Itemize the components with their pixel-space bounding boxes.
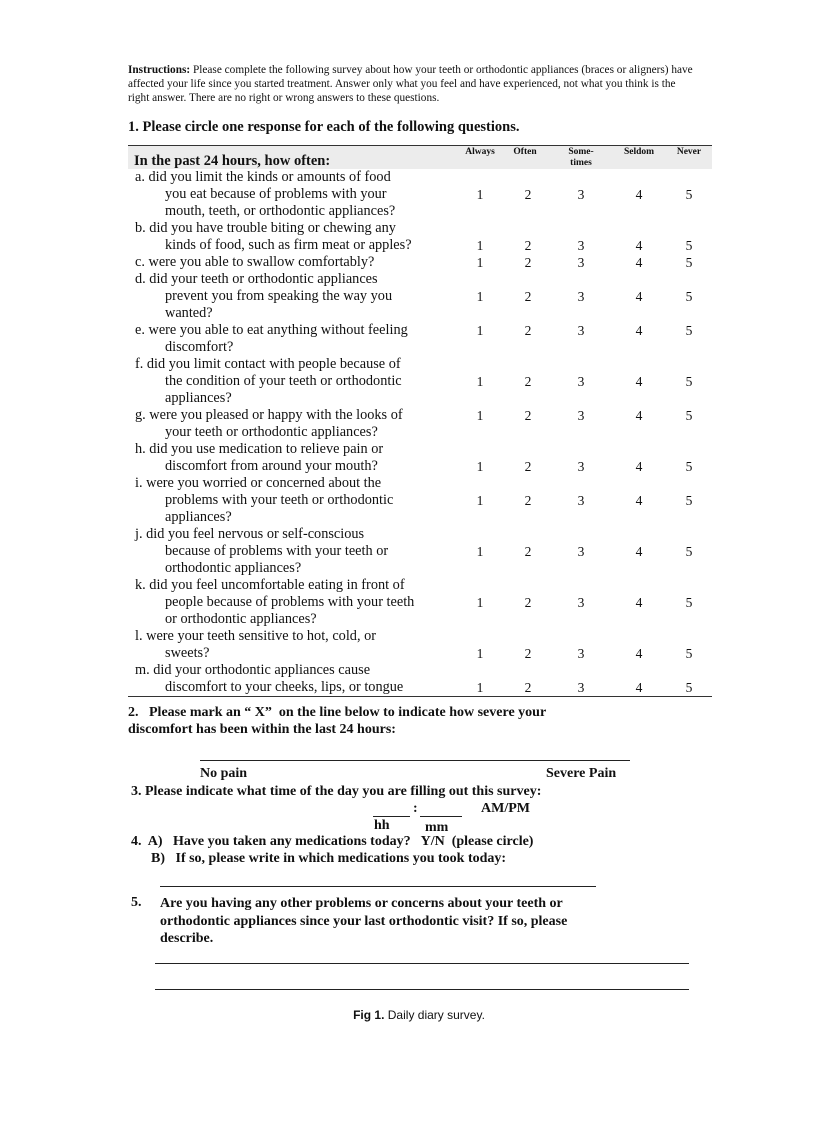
question-text: mouth, teeth, or orthodontic appliances?: [165, 203, 396, 219]
question-text: you eat because of problems with your: [165, 186, 387, 202]
time-colon: :: [413, 801, 418, 816]
response-option[interactable]: 5: [685, 323, 693, 338]
response-option[interactable]: 1: [476, 459, 484, 474]
response-option[interactable]: 5: [685, 238, 693, 253]
question-item: [128, 271, 712, 322]
instructions: [128, 63, 698, 105]
question-item: [128, 577, 712, 628]
question-line: [128, 186, 712, 203]
question-line: [128, 373, 712, 390]
question-item: [128, 526, 712, 577]
response-option[interactable]: 5: [685, 595, 693, 610]
concerns-field-1[interactable]: [155, 963, 689, 964]
response-option[interactable]: 4: [635, 408, 643, 423]
question-line: [128, 220, 712, 237]
question-text: m. did your orthodontic appliances cause: [135, 662, 371, 678]
response-option[interactable]: 4: [635, 187, 643, 202]
response-option[interactable]: 2: [524, 493, 532, 508]
question-line: [128, 441, 712, 458]
response-option[interactable]: 5: [685, 408, 693, 423]
question-text: problems with your teeth or orthodontic: [165, 492, 394, 508]
question-text: f. did you limit contact with people because of: [135, 356, 401, 372]
response-option[interactable]: 1: [476, 238, 484, 253]
question-text: orthodontic appliances?: [165, 560, 302, 576]
q5-number: 5.: [131, 895, 142, 910]
question-text: discomfort to your cheeks, lips, or tongue: [165, 679, 404, 695]
question-line: [128, 543, 712, 560]
response-option[interactable]: 4: [635, 544, 643, 559]
response-option[interactable]: 5: [685, 646, 693, 661]
table-header: [128, 145, 712, 169]
question-line: [128, 424, 712, 441]
question-text: e. were you able to eat anything without feeling: [135, 322, 408, 338]
response-option[interactable]: 1: [476, 289, 484, 304]
question-text: appliances?: [165, 509, 232, 525]
response-option[interactable]: 5: [685, 544, 693, 559]
question-rows: [128, 169, 712, 696]
question-line: [128, 322, 712, 339]
col-seldom: Seldom: [623, 147, 655, 157]
medications-field[interactable]: [160, 886, 596, 887]
response-option[interactable]: 5: [685, 680, 693, 695]
q2-line2: discomfort has been within the last 24 hours:: [128, 722, 396, 737]
question-line: [128, 169, 712, 186]
response-option[interactable]: 5: [685, 374, 693, 389]
question-line: [128, 288, 712, 305]
response-option[interactable]: 4: [635, 289, 643, 304]
minute-field[interactable]: [420, 816, 462, 817]
response-option[interactable]: 4: [635, 323, 643, 338]
question-text: b. did you have trouble biting or chewing any: [135, 220, 396, 236]
response-option[interactable]: 3: [577, 544, 585, 559]
question-item: [128, 475, 712, 526]
question-text: c. were you able to swallow comfortably?: [135, 254, 375, 270]
col-always: Always: [465, 147, 495, 157]
response-option[interactable]: 3: [577, 374, 585, 389]
q5-line: Are you having any other problems or concerns about your teeth or: [160, 896, 563, 911]
question-text: d. did your teeth or orthodontic appliances: [135, 271, 378, 287]
q4-a: 4. A) Have you taken any medications today? Y/N (please circle): [131, 834, 534, 849]
question-text: people because of problems with your teeth: [165, 594, 415, 610]
question-text: prevent you from speaking the way you: [165, 288, 393, 304]
response-option[interactable]: 2: [524, 289, 532, 304]
question-line: [128, 645, 712, 662]
question-text: k. did you feel uncomfortable eating in front of: [135, 577, 405, 593]
response-option[interactable]: 4: [635, 238, 643, 253]
response-option[interactable]: 2: [524, 459, 532, 474]
response-option[interactable]: 1: [476, 374, 484, 389]
response-option[interactable]: 5: [685, 255, 693, 270]
question-text: or orthodontic appliances?: [165, 611, 317, 627]
question-item: [128, 441, 712, 475]
question-text: g. were you pleased or happy with the looks of: [135, 407, 403, 423]
response-option[interactable]: 5: [685, 493, 693, 508]
question-line: [128, 339, 712, 356]
question-line: [128, 407, 712, 424]
question-text: h. did you use medication to relieve pain or: [135, 441, 384, 457]
question-item: [128, 220, 712, 254]
question-item: [128, 356, 712, 407]
caption-text: Daily diary survey.: [387, 1008, 485, 1022]
response-option[interactable]: 2: [524, 646, 532, 661]
question-line: [128, 390, 712, 407]
response-option[interactable]: 1: [476, 544, 484, 559]
q5-line: describe.: [160, 931, 214, 946]
q5-line: orthodontic appliances since your last orthodontic visit? If so, please: [160, 913, 568, 929]
question-line: [128, 475, 712, 492]
question-line: [128, 492, 712, 509]
response-option[interactable]: 4: [635, 646, 643, 661]
question-text: kinds of food, such as firm meat or apples?: [165, 237, 412, 253]
question-line: [128, 254, 712, 271]
q5-text: [160, 895, 567, 948]
question-item: [128, 407, 712, 441]
question-text: because of problems with your teeth or: [165, 543, 389, 559]
question-text: discomfort from around your mouth?: [165, 458, 378, 474]
response-option[interactable]: 5: [685, 459, 693, 474]
hh-label: hh: [374, 818, 390, 833]
response-option[interactable]: 3: [577, 187, 585, 202]
question-item: [128, 628, 712, 662]
table-header-title: In the past 24 hours, how often:: [134, 153, 331, 169]
response-option[interactable]: 1: [476, 680, 484, 695]
q3-text: 3. Please indicate what time of the day you are filling out this survey:: [131, 784, 542, 799]
question-line: [128, 203, 712, 220]
response-option[interactable]: 3: [577, 595, 585, 610]
response-option[interactable]: 2: [524, 595, 532, 610]
q1-title: 1. Please circle one response for each of the following questions.: [128, 119, 520, 135]
response-option[interactable]: 1: [476, 408, 484, 423]
response-option[interactable]: 3: [577, 289, 585, 304]
col-often: Often: [513, 147, 537, 157]
response-option[interactable]: 4: [635, 595, 643, 610]
table-bottom-rule: [128, 696, 712, 697]
response-option[interactable]: 5: [685, 187, 693, 202]
response-option[interactable]: 3: [577, 255, 585, 270]
question-line: [128, 305, 712, 322]
response-option[interactable]: 3: [577, 646, 585, 661]
response-option[interactable]: 3: [577, 493, 585, 508]
question-line: [128, 577, 712, 594]
concerns-field-2[interactable]: [155, 989, 689, 990]
response-option[interactable]: 2: [524, 187, 532, 202]
question-text: l. were your teeth sensitive to hot, cold, or: [135, 628, 377, 644]
instructions-label: Instructions:: [128, 64, 191, 76]
response-option[interactable]: 4: [635, 680, 643, 695]
caption-label: Fig 1.: [353, 1008, 385, 1022]
question-text: discomfort?: [165, 339, 234, 355]
response-option[interactable]: 3: [577, 323, 585, 338]
question-text: appliances?: [165, 390, 232, 406]
response-option[interactable]: 2: [524, 255, 532, 270]
response-option[interactable]: 3: [577, 408, 585, 423]
response-option[interactable]: 2: [524, 238, 532, 253]
q2-line1: 2. Please mark an “ X” on the line below to indicate how severe your: [128, 705, 547, 720]
pain-left-label: No pain: [200, 766, 248, 781]
response-option[interactable]: 2: [524, 374, 532, 389]
response-option[interactable]: 3: [577, 680, 585, 695]
question-line: [128, 628, 712, 645]
instructions-text: Please complete the following survey about how your teeth or orthodontic appliances (braces or aligners) have affected your life since you started treatment. Answer only what you feel and have experienced, not what you think is the right answer. There are no right or wrong answers to these questions.: [128, 64, 693, 104]
question-line: [128, 526, 712, 543]
question-line: [128, 509, 712, 526]
response-option[interactable]: 4: [635, 374, 643, 389]
question-line: [128, 594, 712, 611]
question-text: sweets?: [165, 645, 210, 661]
q4-b: B) If so, please write in which medications you took today:: [151, 851, 507, 866]
response-option[interactable]: 1: [476, 255, 484, 270]
question-line: [128, 237, 712, 254]
question-line: [128, 560, 712, 577]
response-option[interactable]: 1: [476, 646, 484, 661]
question-line: [128, 271, 712, 288]
ampm-label: AM/PM: [481, 801, 530, 816]
question-line: [128, 662, 712, 679]
col-sometimes: Some- times: [568, 147, 594, 168]
response-option[interactable]: 3: [577, 459, 585, 474]
response-option[interactable]: 1: [476, 323, 484, 338]
col-never: Never: [676, 147, 702, 157]
question-line: [128, 458, 712, 475]
response-option[interactable]: 2: [524, 408, 532, 423]
question-item: [128, 254, 712, 271]
mm-label: mm: [425, 820, 449, 835]
question-text: i. were you worried or concerned about the: [135, 475, 382, 491]
question-text: j. did you feel nervous or self-conscious: [135, 526, 365, 542]
response-option[interactable]: 1: [476, 493, 484, 508]
response-option[interactable]: 2: [524, 323, 532, 338]
response-option[interactable]: 4: [635, 493, 643, 508]
response-option[interactable]: 2: [524, 680, 532, 695]
question-item: [128, 169, 712, 220]
question-item: [128, 322, 712, 356]
response-option[interactable]: 4: [635, 459, 643, 474]
response-option[interactable]: 4: [635, 255, 643, 270]
response-option[interactable]: 1: [476, 595, 484, 610]
question-line: [128, 611, 712, 628]
question-text: your teeth or orthodontic appliances?: [165, 424, 378, 440]
question-line: [128, 356, 712, 373]
figure-caption: [0, 1008, 838, 1022]
question-text: the condition of your teeth or orthodontic: [165, 373, 402, 389]
pain-scale-line[interactable]: [200, 760, 630, 761]
pain-right-label: Severe Pain: [546, 766, 617, 781]
question-text: wanted?: [165, 305, 213, 321]
hour-field[interactable]: [373, 816, 410, 817]
response-option[interactable]: 5: [685, 289, 693, 304]
response-option[interactable]: 3: [577, 238, 585, 253]
response-option[interactable]: 1: [476, 187, 484, 202]
question-line: [128, 679, 712, 696]
response-option[interactable]: 2: [524, 544, 532, 559]
question-item: [128, 662, 712, 696]
question-text: a. did you limit the kinds or amounts of food: [135, 169, 391, 185]
